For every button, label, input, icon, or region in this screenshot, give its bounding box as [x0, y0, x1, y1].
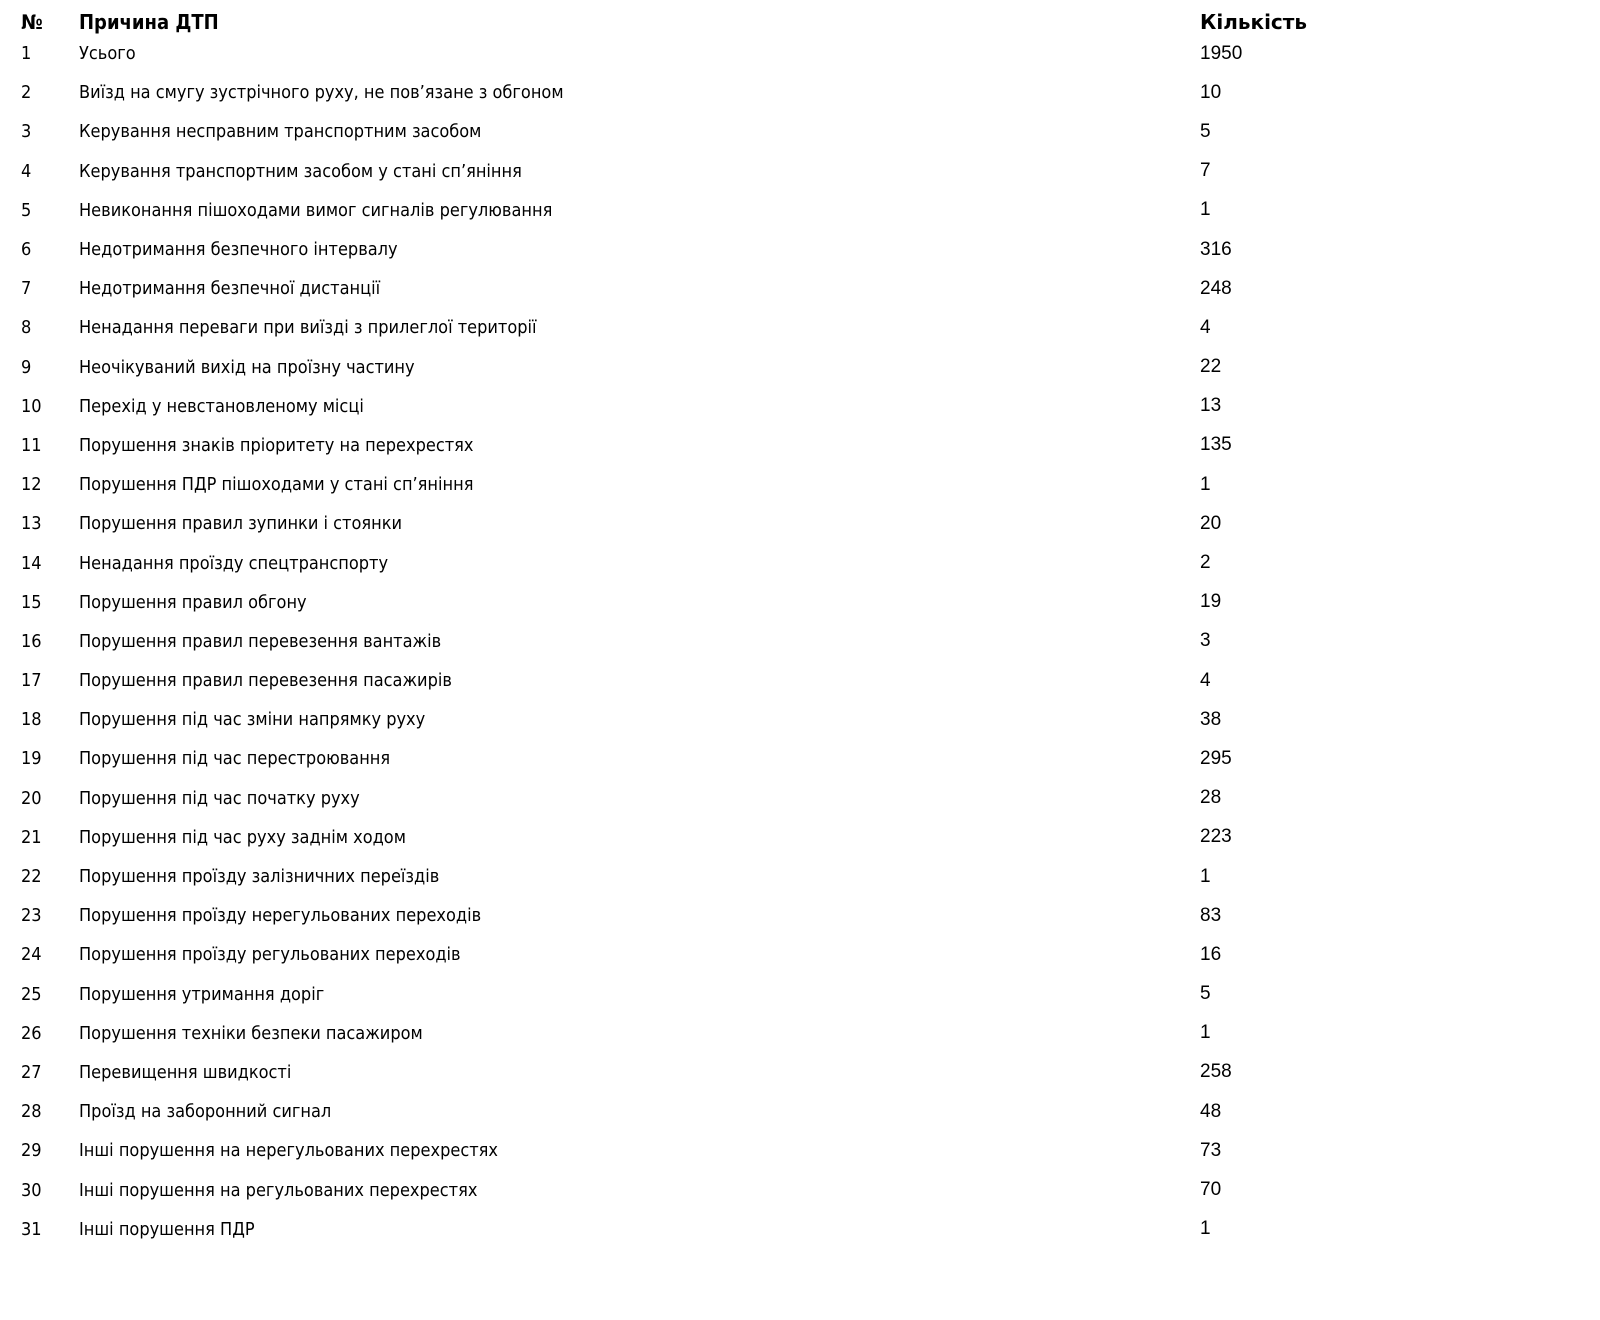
count-value: 316 [1200, 238, 1232, 260]
count-value: 20 [1200, 512, 1222, 534]
table-row [0, 34, 1600, 73]
count-value: 2 [1200, 552, 1211, 574]
table-header-row [0, 4, 1600, 34]
row-number: 2 [21, 82, 32, 104]
cause-label: Порушення ПДР пішоходами у стані сп’яніння [79, 474, 474, 496]
cause-label: Інші порушення на нерегульованих перехрестях [79, 1140, 498, 1162]
cause-label: Порушення проїзду залізничних переїздів [79, 866, 440, 888]
table-row [0, 230, 1600, 269]
cause-label: Керування транспортним засобом у стані сп’яніння [79, 160, 522, 182]
table-row [0, 73, 1600, 112]
row-number: 20 [21, 787, 42, 809]
table-row [0, 1014, 1600, 1053]
table-row [0, 426, 1600, 465]
count-value: 83 [1200, 904, 1222, 926]
row-number: 19 [21, 748, 42, 770]
cause-label: Виїзд на смугу зустрічного руху, не пов’язане з обгоном [79, 82, 564, 104]
table-row [0, 465, 1600, 504]
count-value: 4 [1200, 316, 1211, 338]
row-number: 26 [21, 1022, 42, 1044]
table-row [0, 818, 1600, 857]
table-row [0, 700, 1600, 739]
table-row [0, 1170, 1600, 1209]
count-value: 48 [1200, 1100, 1222, 1122]
row-number: 16 [21, 630, 42, 652]
count-value: 13 [1200, 395, 1222, 417]
table-row [0, 935, 1600, 974]
row-number: 30 [21, 1179, 42, 1201]
count-value: 1 [1200, 1218, 1211, 1240]
cause-label: Недотримання безпечного інтервалу [79, 239, 398, 261]
column-header-cause: Причина ДТП [79, 10, 219, 34]
table-row [0, 112, 1600, 151]
row-number: 27 [21, 1061, 42, 1083]
cause-label: Керування несправним транспортним засобом [79, 121, 482, 143]
row-number: 31 [21, 1218, 42, 1240]
count-value: 1 [1200, 199, 1211, 221]
row-number: 22 [21, 866, 42, 888]
table-row [0, 975, 1600, 1014]
cause-label: Невиконання пішоходами вимог сигналів регулювання [79, 199, 553, 221]
count-value: 10 [1200, 81, 1222, 103]
cause-label: Порушення під час зміни напрямку руху [79, 709, 426, 731]
count-value: 5 [1200, 120, 1211, 142]
cause-label: Порушення під час початку руху [79, 787, 360, 809]
cause-label: Інші порушення на регульованих перехрестях [79, 1179, 478, 1201]
cause-label: Перехід у невстановленому місці [79, 395, 364, 417]
row-number: 14 [21, 552, 42, 574]
cause-label: Ненадання переваги при виїзді з прилеглої території [79, 317, 537, 339]
cause-label: Порушення під час руху заднім ходом [79, 826, 406, 848]
count-value: 258 [1200, 1061, 1232, 1083]
row-number: 3 [21, 121, 32, 143]
count-value: 7 [1200, 160, 1211, 182]
table-row [0, 348, 1600, 387]
row-number: 7 [21, 278, 32, 300]
row-number: 29 [21, 1140, 42, 1162]
cause-label: Порушення правил перевезення пасажирів [79, 670, 452, 692]
table-body [0, 34, 1600, 1249]
count-value: 135 [1200, 434, 1232, 456]
row-number: 28 [21, 1101, 42, 1123]
row-number: 5 [21, 199, 32, 221]
table-row [0, 622, 1600, 661]
row-number: 17 [21, 670, 42, 692]
table-row [0, 857, 1600, 896]
cause-label: Порушення утримання доріг [79, 983, 325, 1005]
row-number: 13 [21, 513, 42, 535]
count-value: 19 [1200, 591, 1222, 613]
cause-label: Перевищення швидкості [79, 1061, 292, 1083]
cause-label: Усього [79, 43, 136, 65]
table-row [0, 1053, 1600, 1092]
count-value: 1950 [1200, 42, 1243, 64]
cause-label: Порушення знаків пріоритету на перехрестях [79, 434, 474, 456]
table-row [0, 896, 1600, 935]
row-number: 18 [21, 709, 42, 731]
row-number: 1 [21, 43, 32, 65]
row-number: 25 [21, 983, 42, 1005]
count-value: 1 [1200, 1022, 1211, 1044]
row-number: 15 [21, 591, 42, 613]
count-value: 248 [1200, 277, 1232, 299]
cause-label: Порушення проїзду регульованих переходів [79, 944, 461, 966]
cause-label: Порушення під час перестроювання [79, 748, 391, 770]
count-value: 3 [1200, 630, 1211, 652]
cause-label: Порушення техніки безпеки пасажиром [79, 1022, 423, 1044]
column-header-count: Кількість [1200, 10, 1308, 34]
table-row [0, 1092, 1600, 1131]
cause-label: Інші порушення ПДР [79, 1218, 255, 1240]
cause-label: Проїзд на заборонний сигнал [79, 1101, 332, 1123]
table-row [0, 739, 1600, 778]
table-row [0, 152, 1600, 191]
row-number: 21 [21, 826, 42, 848]
count-value: 5 [1200, 983, 1211, 1005]
row-number: 12 [21, 474, 42, 496]
count-value: 4 [1200, 669, 1211, 691]
count-value: 22 [1200, 356, 1222, 378]
table-row [0, 191, 1600, 230]
count-value: 223 [1200, 826, 1232, 848]
table-row [0, 779, 1600, 818]
row-number: 11 [21, 434, 42, 456]
row-number: 24 [21, 944, 42, 966]
table-row [0, 661, 1600, 700]
cause-label: Ненадання проїзду спецтранспорту [79, 552, 389, 574]
count-value: 295 [1200, 747, 1232, 769]
row-number: 8 [21, 317, 32, 339]
row-number: 23 [21, 905, 42, 927]
cause-label: Порушення правил зупинки і стоянки [79, 513, 403, 535]
count-value: 1 [1200, 473, 1211, 495]
row-number: 10 [21, 395, 42, 417]
row-number: 9 [21, 356, 32, 378]
table-row [0, 583, 1600, 622]
cause-label: Порушення проїзду нерегульованих переходів [79, 905, 482, 927]
table-row [0, 543, 1600, 582]
count-value: 28 [1200, 787, 1222, 809]
count-value: 1 [1200, 865, 1211, 887]
row-number: 6 [21, 239, 32, 261]
table-row [0, 269, 1600, 308]
table-row [0, 1210, 1600, 1249]
row-number: 4 [21, 160, 32, 182]
count-value: 38 [1200, 708, 1222, 730]
cause-label: Порушення правил обгону [79, 591, 307, 613]
count-value: 73 [1200, 1139, 1222, 1161]
count-value: 70 [1200, 1179, 1222, 1201]
cause-label: Недотримання безпечної дистанції [79, 278, 381, 300]
table-row [0, 387, 1600, 426]
count-value: 16 [1200, 943, 1222, 965]
cause-label: Порушення правил перевезення вантажів [79, 630, 442, 652]
table-row [0, 1131, 1600, 1170]
column-header-number: № [21, 10, 43, 34]
cause-label: Неочікуваний вихід на проїзну частину [79, 356, 415, 378]
table-row [0, 504, 1600, 543]
table-row [0, 308, 1600, 347]
